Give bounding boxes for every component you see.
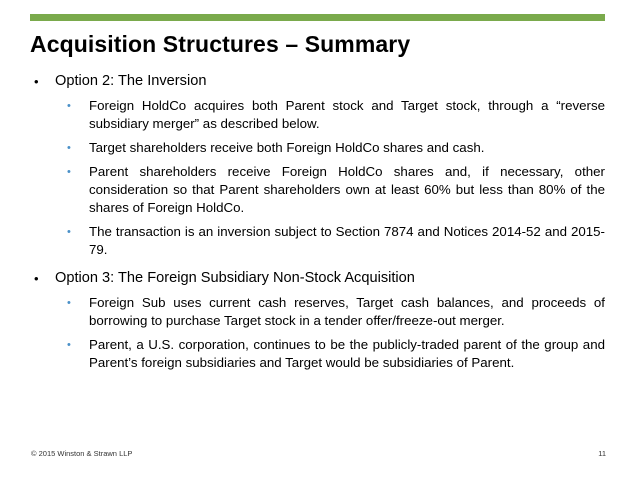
bullet-icon: • bbox=[67, 226, 71, 238]
bullet-icon: • bbox=[34, 271, 39, 286]
bullet-icon: • bbox=[67, 297, 71, 309]
bullet-icon: • bbox=[67, 142, 71, 154]
list-item-text: Foreign Sub uses current cash reserves, Target cash balances, and proceeds of borrowing to purchase Target stock in a tender offer/freeze-out merger. bbox=[89, 295, 605, 328]
list-item bbox=[33, 294, 605, 330]
section-heading-text: Option 2: The Inversion bbox=[55, 73, 207, 89]
list-item bbox=[33, 163, 605, 217]
bullet-icon: • bbox=[67, 166, 71, 178]
page-number: 11 bbox=[598, 449, 606, 458]
list-item bbox=[33, 139, 605, 157]
list-item-text: Parent, a U.S. corporation, continues to be the publicly-traded parent of the group and Parent’s foreign subsidiaries and Target would be subsidiaries of Parent. bbox=[89, 337, 605, 370]
section-heading-text: Option 3: The Foreign Subsidiary Non-Stock Acquisition bbox=[55, 270, 415, 286]
list-item bbox=[33, 97, 605, 133]
section-heading-option-2 bbox=[33, 72, 605, 91]
list-item-text: Foreign HoldCo acquires both Parent stock and Target stock, through a “reverse subsidiary merger” as described below. bbox=[89, 98, 605, 131]
bullet-icon: • bbox=[34, 74, 39, 89]
list-item-text: Target shareholders receive both Foreign HoldCo shares and cash. bbox=[89, 140, 485, 155]
list-item bbox=[33, 336, 605, 372]
list-item-text: Parent shareholders receive Foreign HoldCo shares and, if necessary, other consideration so that Parent shareholders own at least 60% but less than 80% of the shares of Foreign HoldCo. bbox=[89, 164, 605, 215]
slide-content bbox=[33, 72, 605, 378]
header-accent-bar bbox=[30, 14, 605, 21]
footer-copyright: © 2015 Winston & Strawn LLP bbox=[31, 449, 133, 458]
list-item-text: The transaction is an inversion subject to Section 7874 and Notices 2014-52 and 2015-79. bbox=[89, 224, 605, 257]
bullet-icon: • bbox=[67, 339, 71, 351]
list-item bbox=[33, 223, 605, 259]
section-heading-option-3 bbox=[33, 269, 605, 288]
bullet-icon: • bbox=[67, 100, 71, 112]
slide-title: Acquisition Structures – Summary bbox=[30, 31, 411, 57]
